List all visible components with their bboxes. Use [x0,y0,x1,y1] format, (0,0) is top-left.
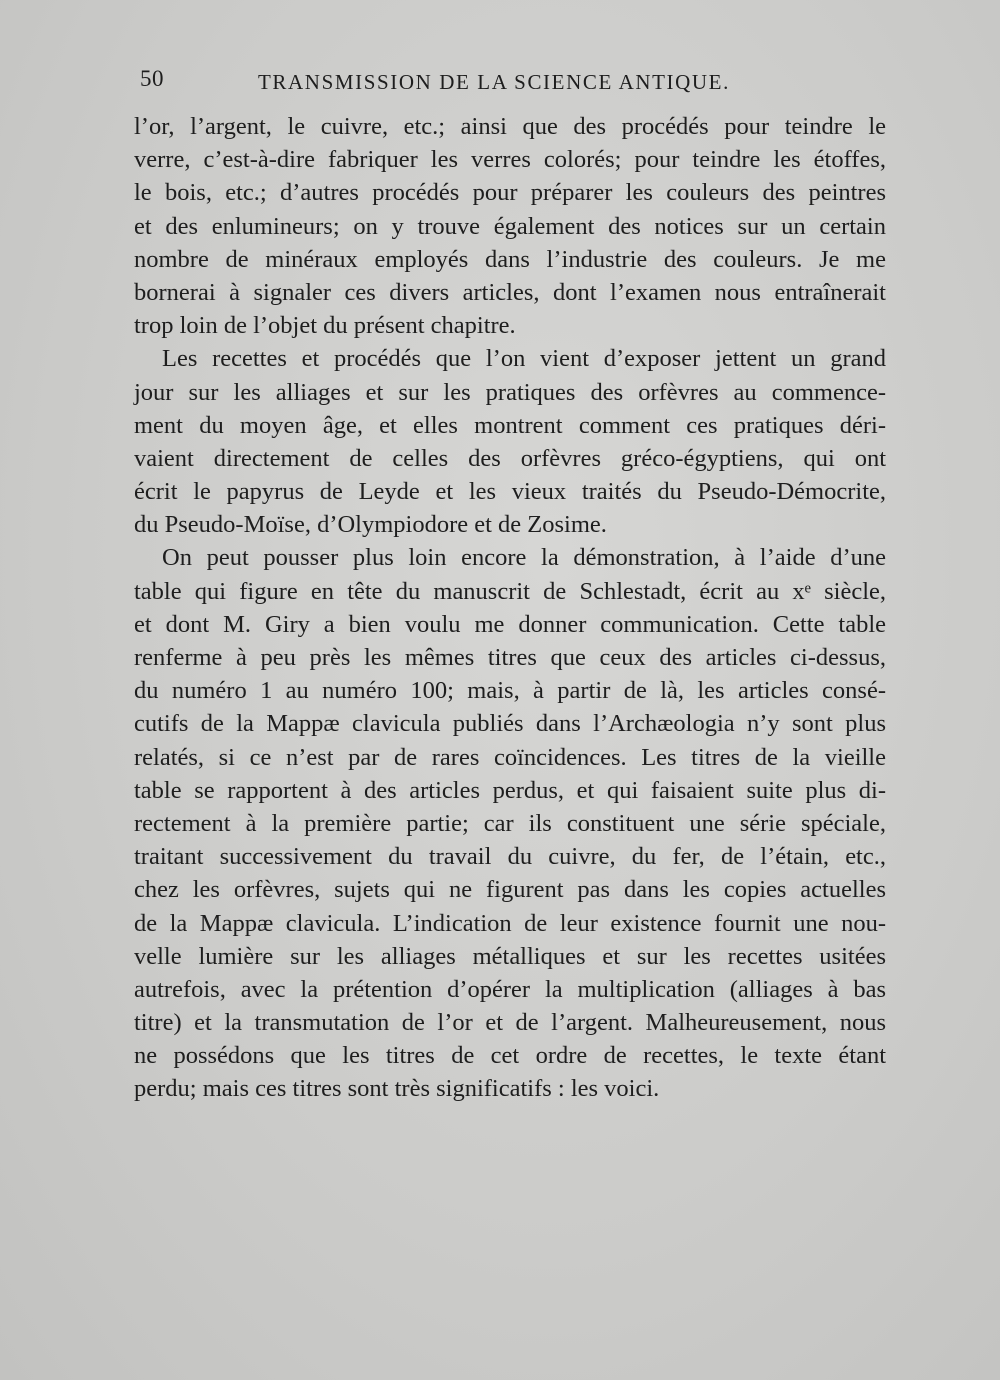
text-line: du Pseudo-Moïse, d’Olympiodore et de Zosime. [134,511,607,539]
text-line: ne possédons que les titres de cet ordre de recettes, le texte étant [134,1042,886,1070]
text-line: cutifs de la Mappæ clavicula publiés dans l’Archæologia n’y sont plus [134,710,886,738]
text-line: chez les orfèvres, sujets qui ne figurent pas dans les copies actuelles [134,876,886,904]
text-line: nombre de minéraux employés dans l’industrie des couleurs. Je me [134,245,886,273]
text-line: le bois, etc.; d’autres procédés pour préparer les couleurs des peintres [134,179,886,207]
text-line: et dont M. Giry a bien voulu me donner communication. Cette table [134,610,886,638]
text-line: On peut pousser plus loin encore la démonstration, à l’aide d’une [162,544,886,572]
text-line: écrit le papyrus de Leyde et les vieux traités du Pseudo-Démocrite, [134,478,886,506]
text-line: vaient directement de celles des orfèvres gréco-égyptiens, qui ont [134,444,886,472]
paragraph-2 [134,342,886,541]
text-line: perdu; mais ces titres sont très significatifs : les voici. [134,1075,660,1103]
text-line: relatés, si ce n’est par de rares coïncidences. Les titres de la vieille [134,743,886,771]
text-line: Les recettes et procédés que l’on vient d’exposer jettent un grand [162,345,886,373]
text-line: bornerai à signaler ces divers articles, dont l’examen nous entraînerait [134,278,886,306]
text-line: l’or, l’argent, le cuivre, etc.; ainsi que des procédés pour teindre le [134,113,886,140]
text-line: autrefois, avec la prétention d’opérer la multiplication (alliages à bas [134,975,886,1003]
text-line: ment du moyen âge, et elles montrent comment ces pratiques déri- [134,411,886,439]
text-line: verre, c’est-à-dire fabriquer les verres colorés; pour teindre les étoffes, [134,146,886,174]
text-line: du numéro 1 au numéro 100; mais, à partir de là, les articles consé- [134,677,886,705]
body-text [134,110,886,1106]
text-line: et des enlumineurs; on y trouve également des notices sur un certain [134,212,886,240]
text-line: table se rapportent à des articles perdus, et qui faisaient suite plus di- [134,776,886,804]
running-title: TRANSMISSION DE LA SCIENCE ANTIQUE. [258,70,730,94]
text-line: rectement à la première partie; car ils constituent une série spéciale, [134,809,886,837]
text-line: traitant successivement du travail du cuivre, du fer, de l’étain, etc., [134,843,886,871]
text-line: table qui figure en tête du manuscrit de Schlestadt, écrit au xᵉ siècle, [134,577,886,605]
paragraph-1 [134,110,886,342]
text-line: de la Mappæ clavicula. L’indication de leur existence fournit une nou- [134,909,886,937]
text-line: renferme à peu près les mêmes titres que ceux des articles ci-dessus, [134,644,886,671]
running-head [140,66,790,106]
page-number: 50 [140,66,164,91]
text-line: velle lumière sur les alliages métalliques et sur les recettes usitées [134,942,886,970]
text-line: jour sur les alliages et sur les pratiques des orfèvres au commence- [134,378,886,406]
text-line: trop loin de l’objet du présent chapitre. [134,312,516,340]
paragraph-3 [134,541,886,1105]
text-line: titre) et la transmutation de l’or et de l’argent. Malheureusement, nous [134,1009,886,1037]
